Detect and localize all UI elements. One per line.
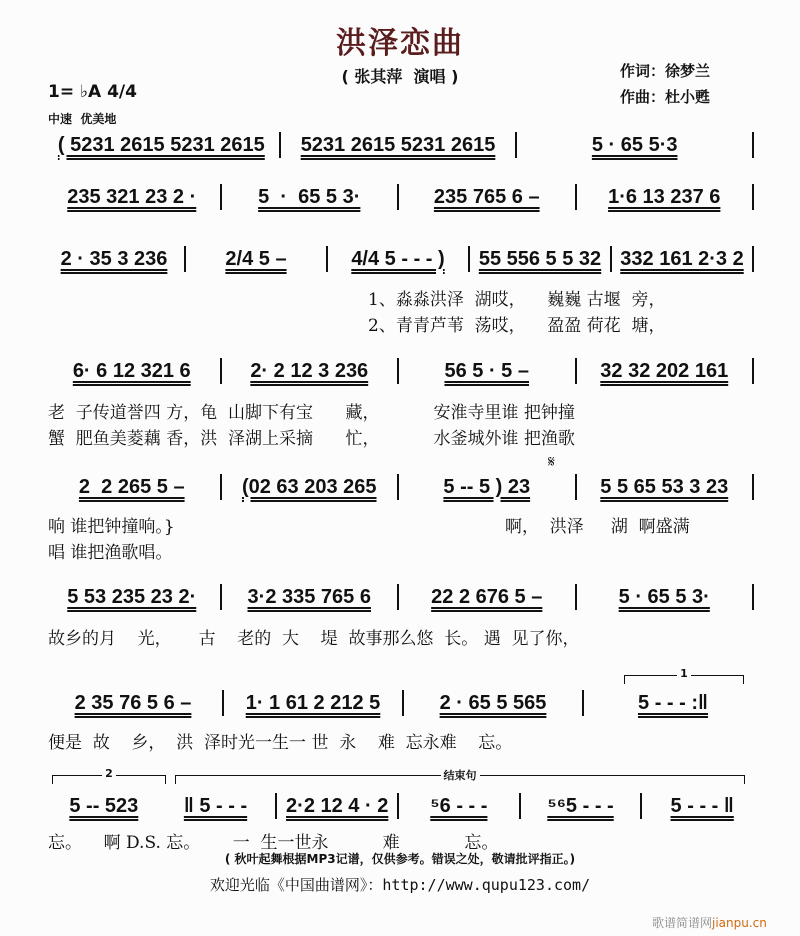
measure: 5 -- 5 ) 23 <box>443 475 531 498</box>
measure: 5 53 235 23 2· <box>67 585 197 608</box>
measure: 1· 1 61 2 212 5 <box>245 691 381 714</box>
segno-icon: 𝄋 <box>548 452 555 471</box>
measure: 5 5 65 53 3 23 <box>600 475 729 498</box>
measure: 235 765 6 – <box>433 185 540 208</box>
lyrics-chorus: 故乡的月 光， 古 老的 大 堤 故事那么悠 长。 遇 见了你， <box>48 629 580 649</box>
lyricist: 作词：徐梦兰 <box>620 62 711 80</box>
measure: 5 - - - ‖ <box>670 794 734 817</box>
bar-line <box>220 474 222 500</box>
lyrics-verse-1: 1、淼淼洪泽 湖哎， 巍巍 古堰 旁， <box>368 290 666 310</box>
measure: 5231 2615 5231 2615 <box>300 133 496 156</box>
measure: 2·2 12 4 · 2 <box>286 794 389 817</box>
lyrics-verse-2: 2、青青芦苇 荡哎， 盈盈 荷花 塘， <box>368 316 666 336</box>
bar-line <box>752 584 754 610</box>
bar-line <box>752 246 754 272</box>
bar-line <box>397 358 399 384</box>
bar-line <box>397 793 399 819</box>
watermark: 歌谱简谱网jianpu.cn <box>652 916 767 930</box>
lyrics-verse-2: 唱 谁把渔歌唱。 <box>48 543 173 563</box>
notation-row-3 <box>48 246 758 272</box>
measure: 332 161 2·3 2 <box>620 247 744 270</box>
bar-line <box>582 690 584 716</box>
footnote: ( 秋叶起舞根据MP3记谱，仅供参考。错误之处，敬请批评指正。) <box>224 852 576 866</box>
bar-line <box>279 132 281 158</box>
notation-row-5 <box>48 474 758 500</box>
tempo-marking: 中速 优美地 <box>48 112 117 126</box>
measure: 6· 6 12 321 6 <box>72 359 191 382</box>
bar-line <box>275 793 277 819</box>
measure: 5 · 65 5 3· <box>258 185 361 208</box>
lyrics-verse-2: 蟹 肥鱼美菱藕 香，洪 泽湖上采摘 忙， 水釜城外谁 把渔歌 <box>48 429 575 449</box>
notation-row-2 <box>48 184 758 210</box>
bar-line <box>184 246 186 272</box>
volta-2: 2 <box>52 775 166 784</box>
measure: 3·2 335 765 6 <box>247 585 371 608</box>
measure: 5 · 65 5 3· <box>618 585 710 608</box>
website-credit: 欢迎光临《中国曲谱网》：http://www.qupu123.com/ <box>209 876 591 894</box>
bar-line <box>752 132 754 158</box>
measure: 5 - - - :‖ <box>638 691 708 714</box>
bar-line <box>397 474 399 500</box>
bar-line <box>640 793 642 819</box>
bar-line <box>222 690 224 716</box>
measure: 56 5 · 5 – <box>444 359 529 382</box>
bar-line <box>752 358 754 384</box>
measure: 2 · 65 5 565 <box>439 691 547 714</box>
measure: 1·6 13 237 6 <box>608 185 721 208</box>
measure: 2/4 5 – <box>225 247 287 270</box>
song-title: 洪泽恋曲 <box>336 26 464 61</box>
bar-line <box>468 246 470 272</box>
measure: 2· 2 12 3 236 <box>250 359 369 382</box>
bar-line <box>575 474 577 500</box>
measure: 2 2 265 5 – <box>78 475 185 498</box>
bar-line <box>575 584 577 610</box>
bar-line <box>752 474 754 500</box>
ending-bracket: 结束句 <box>175 775 745 784</box>
measure: 235 321 23 2 · <box>67 185 197 208</box>
bar-line <box>220 584 222 610</box>
bar-line <box>326 246 328 272</box>
measure: 2 35 76 5 6 – <box>74 691 192 714</box>
measure: 2 · 35 3 236 <box>60 247 168 270</box>
measure: 4/4 5 - - - ) <box>351 247 445 270</box>
bar-line <box>519 793 521 819</box>
volta-1: 1 <box>624 675 744 684</box>
notation-row-7 <box>48 690 758 716</box>
bar-line <box>220 358 222 384</box>
lyrics-ending: 忘。 啊 D.S. 忘。 一 生一世永 难 忘。 <box>48 833 499 853</box>
measure: 32 32 202 161 <box>600 359 729 382</box>
measure: (02 63 203 265 <box>241 475 377 498</box>
measure: 22 2 676 5 – <box>431 585 543 608</box>
lyrics-chorus: 便是 故 乡， 洪 泽时光一生一 世 永 难 忘永难 忘。 <box>48 733 513 753</box>
singer: ( 张其萍 演唱 ) <box>341 67 459 86</box>
bar-line <box>575 184 577 210</box>
bar-line <box>397 184 399 210</box>
measure: ‖ 5 - - - <box>183 794 248 817</box>
measure: ( 5231 2615 5231 2615 <box>57 133 265 156</box>
measure: ⁵⁶5 - - - <box>547 794 614 817</box>
key-signature: 1= ♭A 4/4 <box>48 82 137 102</box>
notation-row-8 <box>48 793 758 819</box>
bar-line <box>515 132 517 158</box>
bar-line <box>397 584 399 610</box>
notation-row-4 <box>48 358 758 384</box>
measure: 5 · 65 5·3 <box>591 133 678 156</box>
bar-line <box>575 358 577 384</box>
lyrics-verse-1: 老 子传道誉四 方，龟 山脚下有宝 藏， 安淮寺里谁 把钟撞 <box>48 403 575 423</box>
measure: ⁵6 - - - <box>430 794 488 817</box>
measure: 5 -- 523 <box>69 794 139 817</box>
lyrics-chorus: 啊， 洪泽 湖 啊盛满 <box>505 517 690 537</box>
measure: 55 556 5 5 32 <box>478 247 602 270</box>
bar-line <box>402 690 404 716</box>
bar-line <box>610 246 612 272</box>
bar-line <box>220 184 222 210</box>
bar-line <box>752 184 754 210</box>
lyrics-verse-1: 响 谁把钟撞响。} <box>48 517 175 537</box>
composer: 作曲：杜小甦 <box>620 88 711 106</box>
notation-row-6 <box>48 584 758 610</box>
notation-row-1 <box>48 132 758 158</box>
